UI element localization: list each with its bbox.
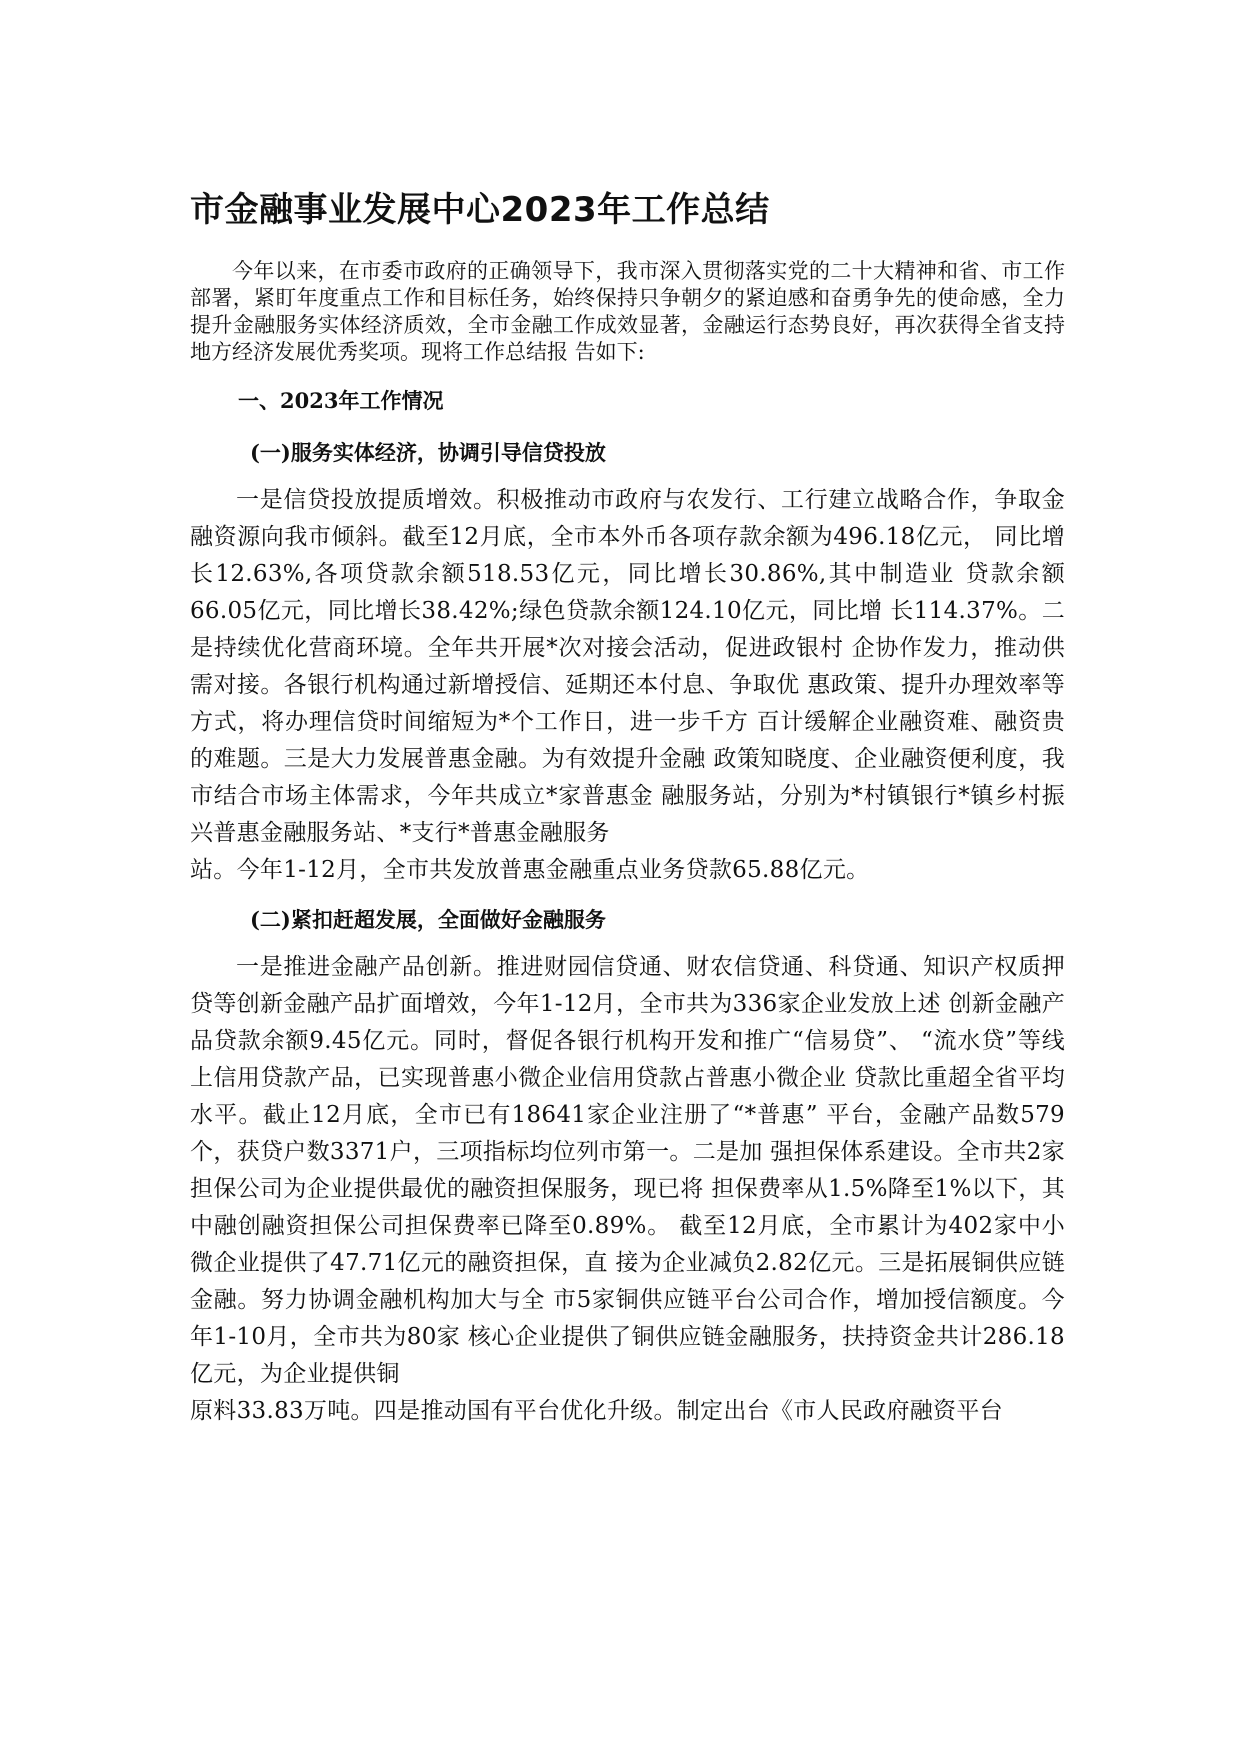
document-page xyxy=(190,188,1065,1430)
subsection-heading-credit: (一)服务实体经济，协调引导信贷投放 xyxy=(250,440,606,465)
section-heading-work-status: 一、2023年工作情况 xyxy=(238,388,444,413)
credit-paragraph-continued: 站。今年1-12月，全市共发放普惠金融重点业务贷款65.88亿元。 xyxy=(190,857,870,883)
credit-paragraph: 一是信贷投放提质增效。积极推动市政府与农发行、工行建立战略合作，争取金融资源向我市倾斜。截至12月底，全市本外币各项存款余额为496.18亿元， 同比增长12.63%,各项贷款余额518.53亿元，同比增长30.86%,其中制造业 贷款余额66.05亿元，同比增长38.42%;绿色贷款余额124.10亿元，同比增 长114.37%。二是持续优化营商环境。全年共开展*次对接会活动，促进政银村 企协作发力，推动供需对接。各银行机构通过新增授信、延期还本付息、争取优 惠政策、提升办理效率等方式，将办理信贷时间缩短为*个工作日，进一步千方 百计缓解企业融资难、融资贵的难题。三是大力发展普惠金融。为有效提升金融 政策知晓度、企业融资便利度，我市结合市场主体需求，今年共成立*家普惠金 融服务站，分别为*村镇银行*镇乡村振兴普惠金融服务站、*支行*普惠金融服务 xyxy=(190,487,1065,846)
financial-services-paragraph: 一是推进金融产品创新。推进财园信贷通、财农信贷通、科贷通、知识产权质押贷等创新金融产品扩面增效，今年1-12月，全市共为336家企业发放上述 创新金融产品贷款余额9.45亿元。同时，督促各银行机构开发和推广“信易贷”、 “流水贷”等线上信用贷款产品，已实现普惠小微企业信用贷款占普惠小微企业 贷款比重超全省平均水平。截止12月底，全市已有18641家企业注册了“*普惠” 平台，金融产品数579个，获贷户数3371户，三项指标均位列市第一。二是加 强担保体系建设。全市共2家担保公司为企业提供最优的融资担保服务，现已将 担保费率从1.5%降至1%以下，其中融创融资担保公司担保费率已降至0.89%。 截至12月底，全市累计为402家中小微企业提供了47.71亿元的融资担保，直 接为企业减负2.82亿元。三是拓展铜供应链金融。努力协调金融机构加大与全 市5家铜供应链平台公司合作，增加授信额度。今年1-10月，全市共为80家 核心企业提供了铜供应链金融服务，扶持资金共计286.18亿元，为企业提供铜 xyxy=(190,954,1065,1387)
financial-services-paragraph-continued: 原料33.83万吨。四是推动国有平台优化升级。制定出台《市人民政府融资平台 xyxy=(190,1398,1003,1424)
subsection-heading-financial-services: (二)紧扣赶超发展，全面做好金融服务 xyxy=(250,907,606,932)
document-title: 市金融事业发展中心2023年工作总结 xyxy=(190,190,770,230)
intro-paragraph: 今年以来，在市委市政府的正确领导下，我市深入贯彻落实党的二十大精神和省、市工作部署，紧盯年度重点工作和目标任务，始终保持只争朝夕的紧迫感和奋勇争先的使命感，全力提升金融服务实体经济质效，全市金融工作成效显著，金融运行态势良好，再次获得全省支持地方经济发展优秀奖项。现将工作总结报 告如下: xyxy=(190,259,1065,364)
